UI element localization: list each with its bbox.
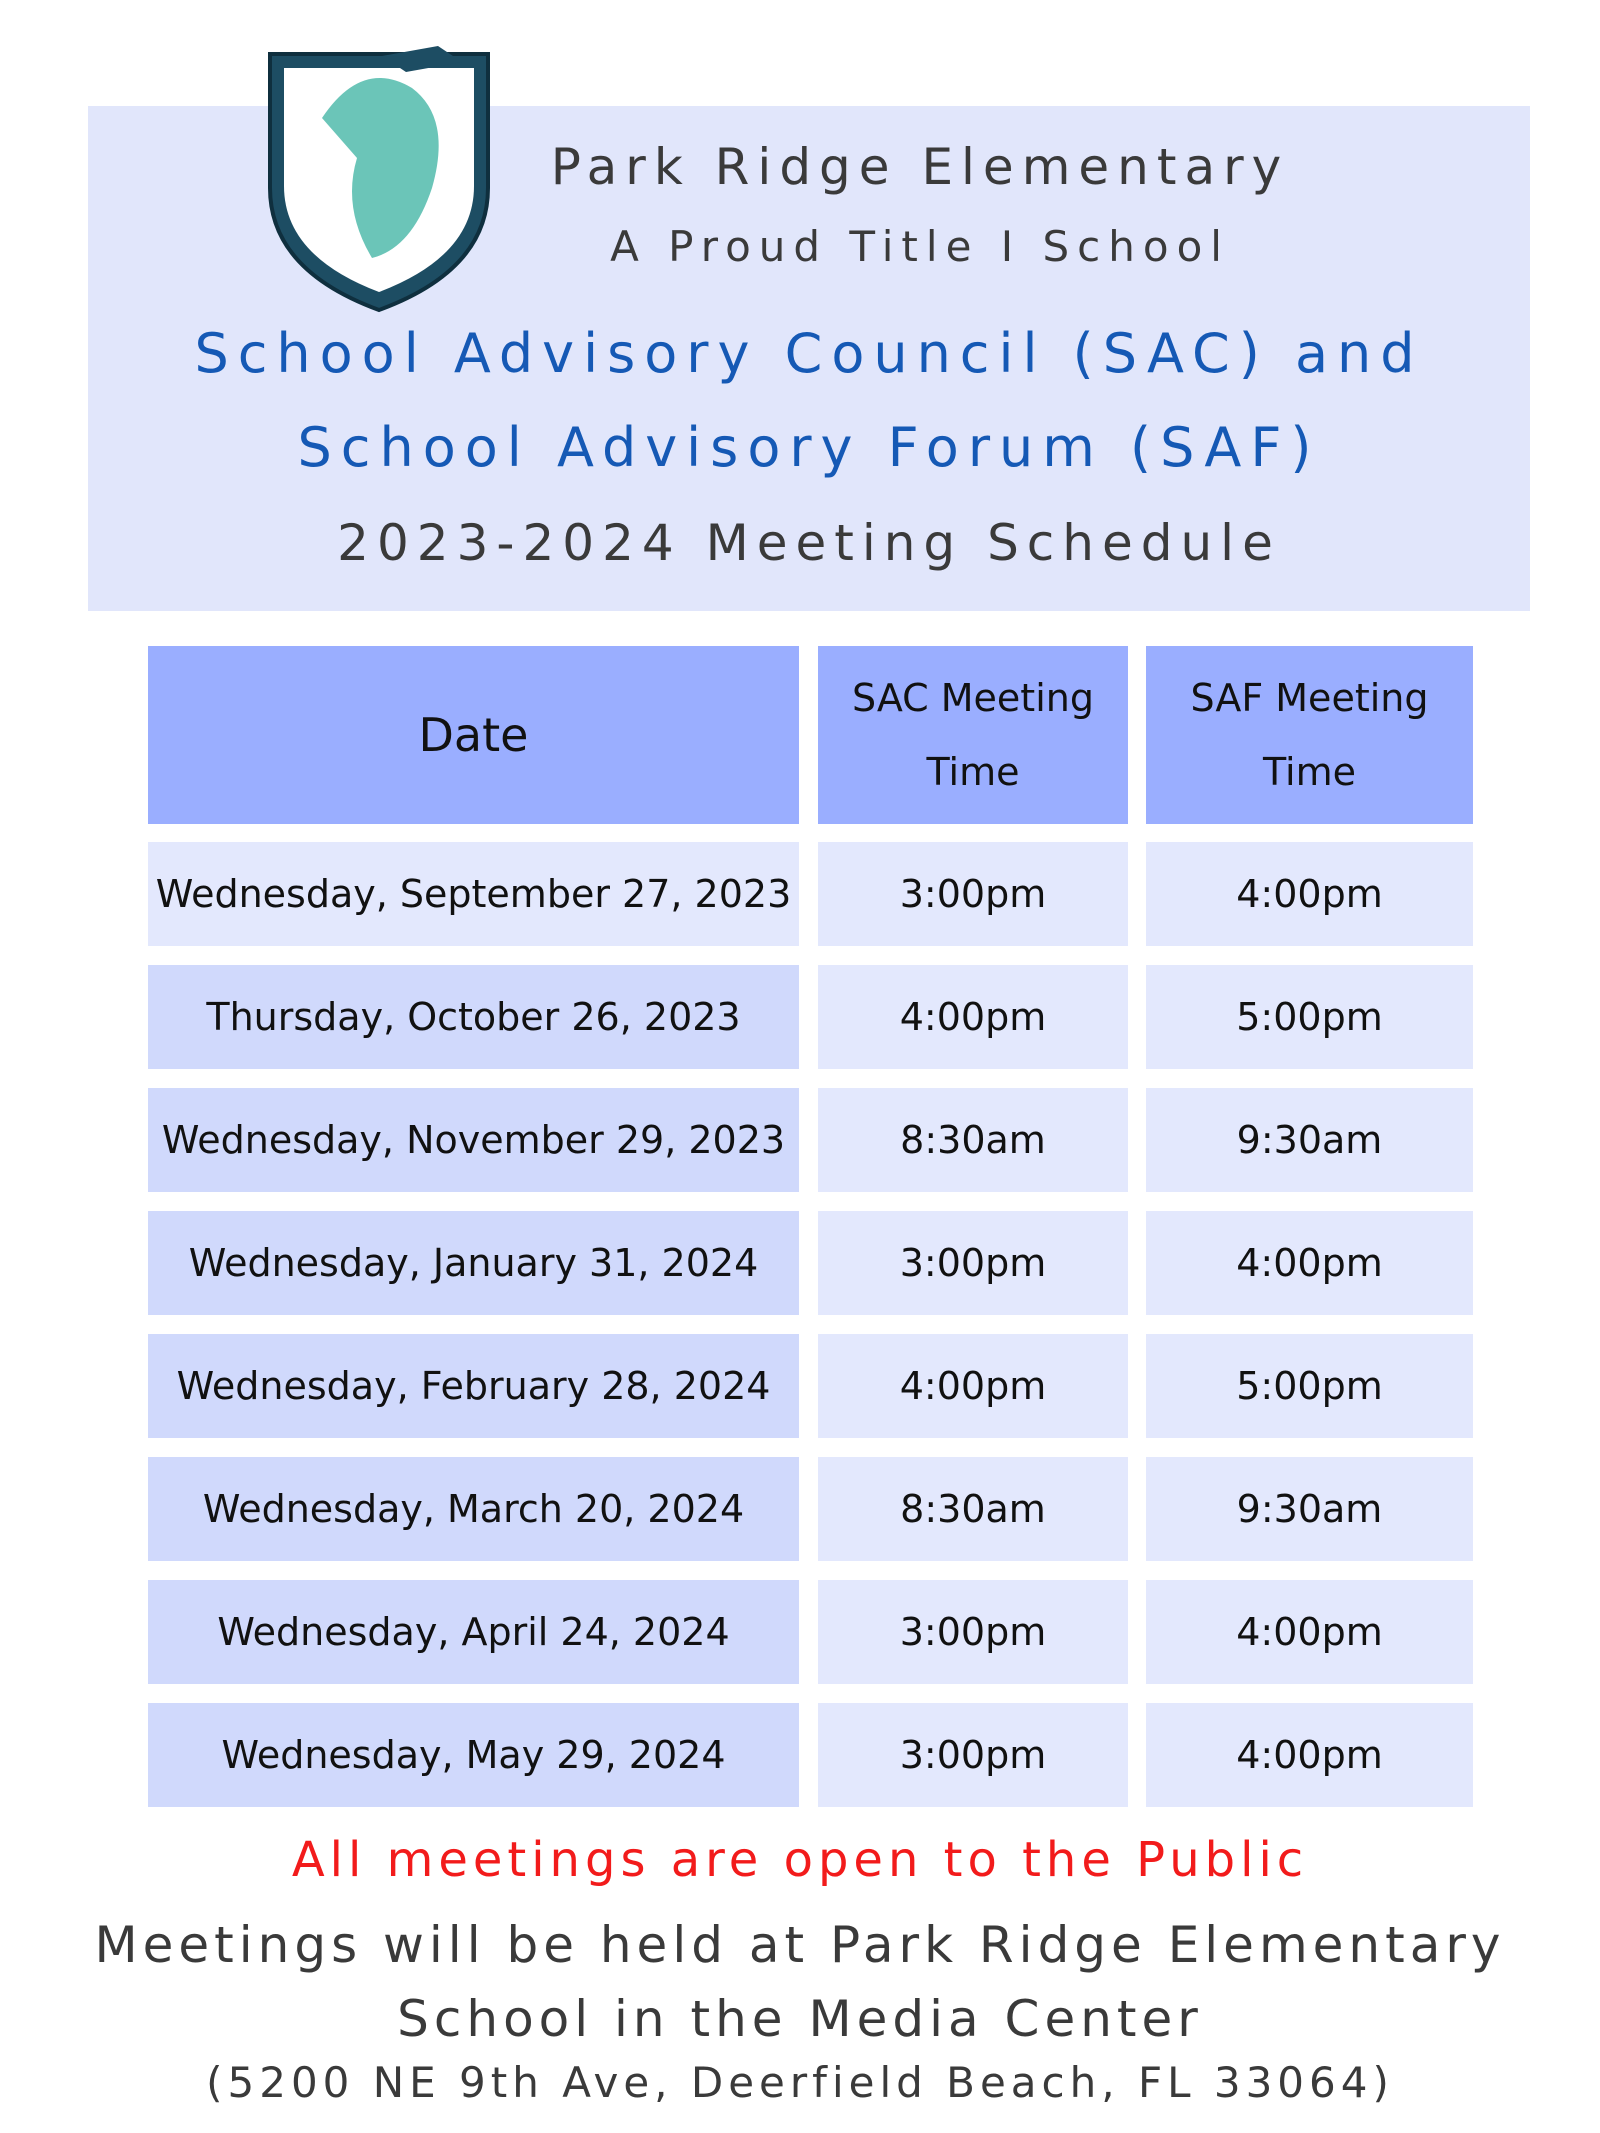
public-meetings-note: All meetings are open to the Public bbox=[291, 1832, 1309, 1888]
row-4-saf: 4:00pm bbox=[1146, 1211, 1473, 1315]
row-4-date: Wednesday, January 31, 2024 bbox=[148, 1211, 799, 1315]
header-date: Date bbox=[148, 646, 799, 824]
row-1-sac: 3:00pm bbox=[818, 842, 1128, 946]
school-logo bbox=[262, 38, 496, 316]
row-8-sac: 3:00pm bbox=[818, 1703, 1128, 1807]
row-7-date: Wednesday, April 24, 2024 bbox=[148, 1580, 799, 1684]
row-2-date: Thursday, October 26, 2023 bbox=[148, 965, 799, 1069]
row-7-saf: 4:00pm bbox=[1146, 1580, 1473, 1684]
row-2-sac: 4:00pm bbox=[818, 965, 1128, 1069]
row-5-date: Wednesday, February 28, 2024 bbox=[148, 1334, 799, 1438]
school-address: (5200 NE 9th Ave, Deerfield Beach, FL 33064) bbox=[206, 2058, 1394, 2107]
row-7-sac: 3:00pm bbox=[818, 1580, 1128, 1684]
row-4-sac: 3:00pm bbox=[818, 1211, 1128, 1315]
council-title-line-1: School Advisory Council (SAC) and bbox=[194, 322, 1424, 385]
row-5-saf: 5:00pm bbox=[1146, 1334, 1473, 1438]
location-line-1: Meetings will be held at Park Ridge Elementary bbox=[94, 1916, 1506, 1974]
location-line-2: School in the Media Center bbox=[397, 1990, 1203, 2048]
row-3-date: Wednesday, November 29, 2023 bbox=[148, 1088, 799, 1192]
row-6-sac: 8:30am bbox=[818, 1457, 1128, 1561]
row-8-saf: 4:00pm bbox=[1146, 1703, 1473, 1807]
row-6-date: Wednesday, March 20, 2024 bbox=[148, 1457, 799, 1561]
school-name: Park Ridge Elementary bbox=[550, 138, 1290, 196]
tagline: A Proud Title I School bbox=[610, 222, 1230, 271]
row-3-sac: 8:30am bbox=[818, 1088, 1128, 1192]
header-sac-time: SAC Meeting Time bbox=[818, 646, 1128, 824]
meeting-location bbox=[0, 1908, 1600, 2056]
schedule-title: 2023-2024 Meeting Schedule bbox=[337, 514, 1281, 572]
row-1-saf: 4:00pm bbox=[1146, 842, 1473, 946]
row-8-date: Wednesday, May 29, 2024 bbox=[148, 1703, 799, 1807]
row-6-saf: 9:30am bbox=[1146, 1457, 1473, 1561]
row-1-date: Wednesday, September 27, 2023 bbox=[148, 842, 799, 946]
header-saf-time: SAF Meeting Time bbox=[1146, 646, 1473, 824]
row-3-saf: 9:30am bbox=[1146, 1088, 1473, 1192]
council-title-line-2: School Advisory Forum (SAF) bbox=[297, 416, 1321, 479]
row-5-sac: 4:00pm bbox=[818, 1334, 1128, 1438]
row-2-saf: 5:00pm bbox=[1146, 965, 1473, 1069]
